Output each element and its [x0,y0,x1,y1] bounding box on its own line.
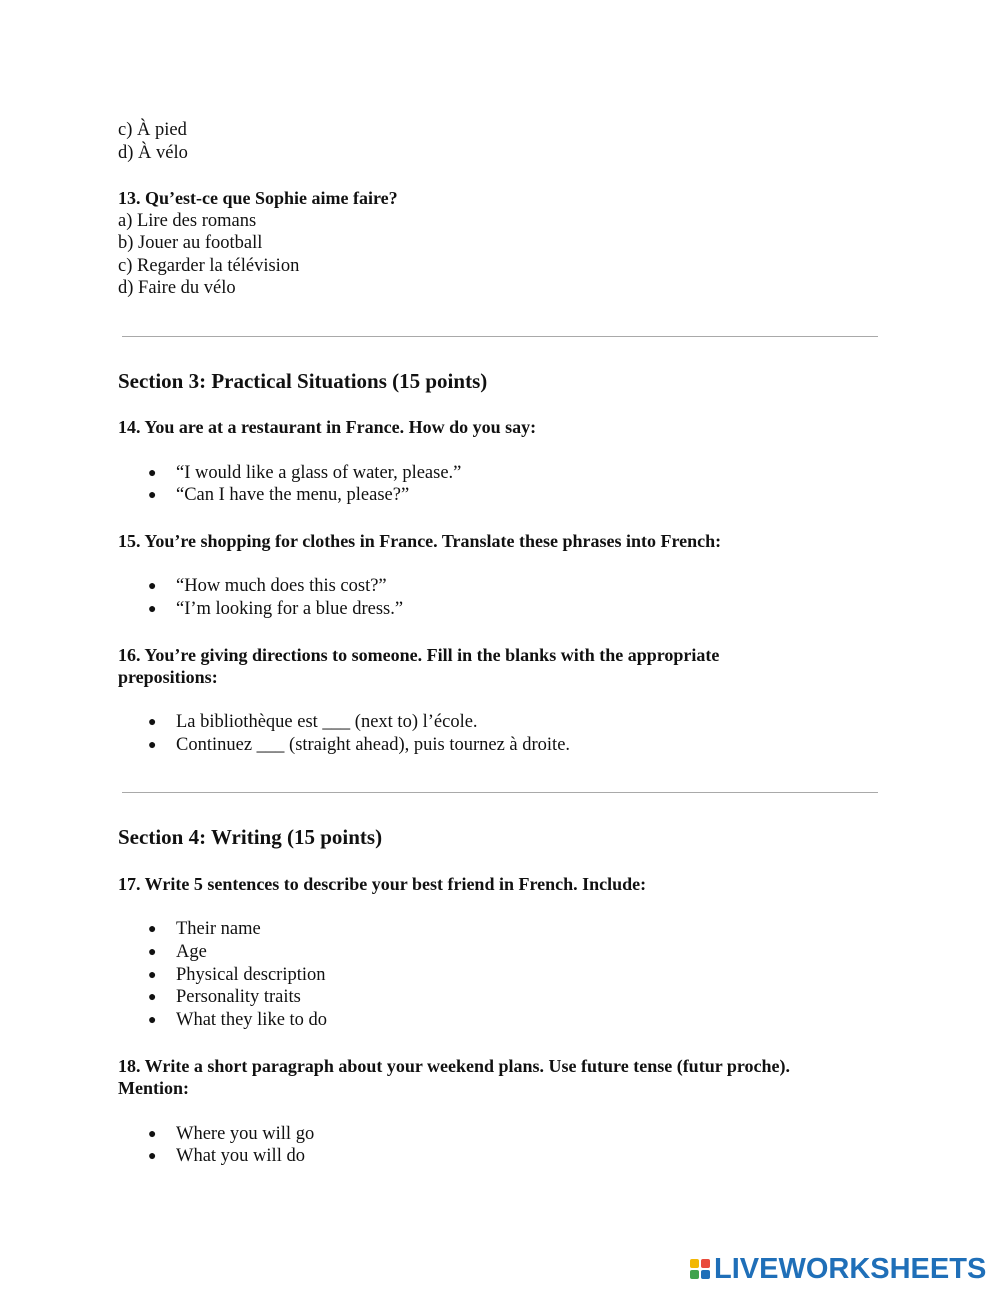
question-13: 13. Qu’est-ce que Sophie aime faire? [118,188,398,208]
section-divider [122,792,878,793]
q14-bullet [148,462,461,485]
logo-text: LIVEWORKSHEETS [714,1252,987,1285]
bullet-icon: ● [148,738,157,753]
question-16-line-2: prepositions: [118,667,218,687]
q12-option-c: c) À pied [118,120,187,140]
bullet-icon: ● [148,579,157,594]
q17-bullet-text: Age [176,942,207,962]
bullet-icon: ● [148,1149,157,1164]
question-14: 14. You are at a restaurant in France. How do you say: [118,417,537,437]
section-divider [122,336,878,337]
q18-bullet-text: Where you will go [176,1124,315,1144]
question-16-line-1: 16. You’re giving directions to someone. Fill in the blanks with the appropriate [118,645,720,665]
q13-option-a: a) Lire des romans [118,211,257,231]
q16-bullet-text: Continuez ___ (straight ahead), puis tournez à droite. [176,735,571,755]
question-15: 15. You’re shopping for clothes in France. Translate these phrases into French: [118,531,722,551]
q17-bullet-text: Personality traits [176,987,301,1007]
q13-option-d: d) Faire du vélo [118,278,236,298]
question-18-line-1: 18. Write a short paragraph about your weekend plans. Use future tense (futur proche). [118,1056,791,1076]
q18-bullet [148,1123,314,1146]
bullet-icon: ● [148,488,157,503]
liveworksheets-logo[interactable] [690,1252,986,1286]
q17-bullet-text: Physical description [176,965,326,985]
q15-bullet [148,575,387,598]
q16-bullet-text: La bibliothèque est ___ (next to) l’école. [176,712,478,732]
q15-bullet [148,598,403,621]
q14-bullet [148,484,409,507]
q17-bullet-text: Their name [176,919,261,939]
logo-square [690,1270,699,1279]
q12-option-d: d) À vélo [118,143,188,163]
q17-bullet [148,964,326,987]
question-17: 17. Write 5 sentences to describe your best friend in French. Include: [118,874,647,894]
bullet-icon: ● [148,922,157,937]
q17-bullet [148,1009,327,1032]
section-3-title: Section 3: Practical Situations (15 points) [118,369,488,393]
q17-bullet [148,918,261,941]
q14-bullet-text: “Can I have the menu, please?” [176,485,410,505]
q13-option-c: c) Regarder la télévision [118,256,300,276]
q16-bullet [148,734,570,757]
bullet-icon: ● [148,602,157,617]
logo-square [701,1270,710,1279]
q18-bullet-text: What you will do [176,1146,305,1166]
q13-option-b: b) Jouer au football [118,233,263,253]
q18-bullet [148,1145,305,1168]
bullet-icon: ● [148,990,157,1005]
q15-bullet-text: “How much does this cost?” [176,576,387,596]
logo-square [690,1259,699,1268]
bullet-icon: ● [148,466,157,481]
bullet-icon: ● [148,715,157,730]
logo-square [701,1259,710,1268]
logo-mark-icon [690,1259,710,1279]
question-18-line-2: Mention: [118,1078,189,1098]
q17-bullet [148,986,301,1009]
bullet-icon: ● [148,1013,157,1028]
q14-bullet-text: “I would like a glass of water, please.” [176,463,462,483]
bullet-icon: ● [148,1127,157,1142]
q15-bullet-text: “I’m looking for a blue dress.” [176,599,404,619]
q17-bullet [148,941,207,964]
q16-bullet [148,711,478,734]
q17-bullet-text: What they like to do [176,1010,328,1030]
bullet-icon: ● [148,945,157,960]
bullet-icon: ● [148,968,157,983]
section-4-title: Section 4: Writing (15 points) [118,825,383,849]
